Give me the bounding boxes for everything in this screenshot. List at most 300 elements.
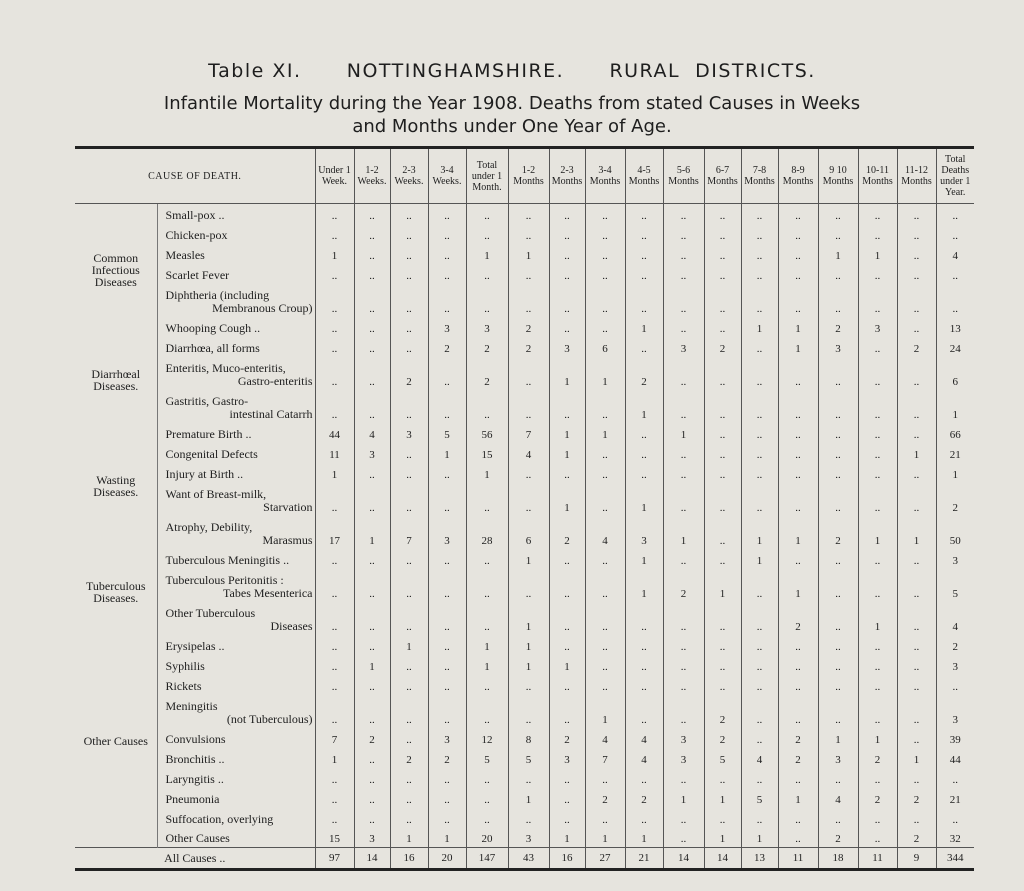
column-header: 6-7 Months: [704, 148, 741, 204]
group-label: Other Causes: [83, 733, 148, 748]
value-cell: ..: [858, 768, 897, 788]
value-cell: 4: [625, 728, 663, 748]
value-cell: ..: [585, 224, 625, 244]
value-cell: ..: [897, 483, 936, 516]
value-cell: ..: [508, 695, 549, 728]
value-cell: 1: [315, 244, 354, 264]
value-cell: ..: [354, 549, 390, 569]
value-cell: ..: [704, 602, 741, 635]
value-cell: 1: [549, 655, 585, 675]
value-cell: 1: [625, 549, 663, 569]
value-cell: ..: [858, 549, 897, 569]
cause-text-continued: intestinal Catarrh: [229, 406, 313, 421]
value-cell: 20: [466, 828, 508, 848]
cause-text-continued: Marasmus: [262, 532, 313, 547]
value-cell: ..: [897, 264, 936, 284]
value-cell: ..: [585, 602, 625, 635]
value-cell: ..: [508, 483, 549, 516]
value-cell: ..: [585, 655, 625, 675]
column-header: Under 1 Week.: [315, 148, 354, 204]
value-cell: 2: [818, 516, 858, 549]
value-cell: ..: [354, 390, 390, 423]
value-cell: ..: [704, 655, 741, 675]
value-cell: 1: [549, 423, 585, 443]
column-header: 8-9 Months: [778, 148, 818, 204]
value-cell: 1: [508, 244, 549, 264]
value-cell: 66: [936, 423, 974, 443]
value-cell: 24: [936, 337, 974, 357]
column-header: 3-4 Weeks.: [428, 148, 466, 204]
value-cell: ..: [466, 768, 508, 788]
value-cell: ..: [741, 204, 778, 224]
value-cell: 56: [466, 423, 508, 443]
value-cell: ..: [549, 284, 585, 317]
value-cell: ..: [704, 264, 741, 284]
value-cell: 1: [428, 828, 466, 848]
value-cell: ..: [390, 317, 428, 337]
value-cell: ..: [354, 284, 390, 317]
value-cell: ..: [428, 357, 466, 390]
cause-label: [157, 317, 315, 337]
value-cell: 1: [858, 602, 897, 635]
value-cell: ..: [778, 768, 818, 788]
value-cell: ..: [897, 357, 936, 390]
value-cell: 2: [508, 337, 549, 357]
table-row: [75, 483, 974, 516]
value-cell: ..: [466, 204, 508, 224]
table-body: [75, 204, 974, 870]
value-cell: ..: [315, 224, 354, 244]
value-cell: 1: [778, 569, 818, 602]
total-value-cell: 16: [390, 848, 428, 870]
value-cell: 2: [858, 788, 897, 808]
value-cell: ..: [858, 357, 897, 390]
value-cell: 3: [354, 443, 390, 463]
value-cell: 1: [704, 569, 741, 602]
value-cell: ..: [315, 602, 354, 635]
value-cell: 1: [466, 655, 508, 675]
value-cell: ..: [466, 569, 508, 602]
cause-text-continued: Starvation: [263, 499, 313, 514]
total-value-cell: 21: [625, 848, 663, 870]
value-cell: 3: [663, 728, 704, 748]
value-cell: ..: [741, 390, 778, 423]
cause-text: Whooping Cough ..: [165, 320, 261, 335]
value-cell: 2: [585, 788, 625, 808]
value-cell: 1: [585, 828, 625, 848]
value-cell: ..: [549, 204, 585, 224]
value-cell: ..: [858, 443, 897, 463]
value-cell: 3: [625, 516, 663, 549]
value-cell: 2: [625, 357, 663, 390]
value-cell: ..: [704, 549, 741, 569]
subtitle-line-1: Infantile Mortality during the Year 1908. Deaths from stated Causes in Weeks: [163, 93, 861, 114]
total-value-cell: 43: [508, 848, 549, 870]
table-row: [75, 549, 974, 569]
value-cell: 1: [549, 828, 585, 848]
value-cell: ..: [549, 264, 585, 284]
column-header: 3-4 Months: [585, 148, 625, 204]
table-row: [75, 748, 974, 768]
value-cell: ..: [625, 635, 663, 655]
value-cell: ..: [704, 443, 741, 463]
value-cell: ..: [549, 635, 585, 655]
value-cell: 1: [741, 828, 778, 848]
value-cell: 2: [390, 748, 428, 768]
value-cell: ..: [390, 284, 428, 317]
value-cell: 1: [466, 463, 508, 483]
value-cell: 4: [508, 443, 549, 463]
value-cell: ..: [354, 748, 390, 768]
value-cell: ..: [315, 204, 354, 224]
table-row: [75, 788, 974, 808]
value-cell: ..: [508, 357, 549, 390]
value-cell: 1: [625, 483, 663, 516]
value-cell: ..: [585, 204, 625, 224]
value-cell: ..: [428, 284, 466, 317]
cause-label: [157, 768, 315, 788]
value-cell: ..: [354, 808, 390, 828]
value-cell: 1: [741, 516, 778, 549]
value-cell: ..: [390, 768, 428, 788]
table-row: [75, 264, 974, 284]
value-cell: ..: [354, 602, 390, 635]
table-row: [75, 244, 974, 264]
value-cell: 13: [936, 317, 974, 337]
value-cell: 1: [778, 317, 818, 337]
cause-label: [157, 828, 315, 848]
value-cell: ..: [428, 264, 466, 284]
value-cell: 15: [315, 828, 354, 848]
value-cell: ..: [897, 463, 936, 483]
value-cell: ..: [354, 244, 390, 264]
value-cell: ..: [663, 244, 704, 264]
value-cell: ..: [390, 244, 428, 264]
value-cell: 3: [428, 728, 466, 748]
value-cell: ..: [778, 675, 818, 695]
value-cell: ..: [428, 635, 466, 655]
value-cell: ..: [390, 224, 428, 244]
value-cell: 1: [585, 357, 625, 390]
value-cell: 1: [897, 516, 936, 549]
value-cell: ..: [936, 264, 974, 284]
cause-label: [157, 728, 315, 748]
value-cell: ..: [549, 463, 585, 483]
value-cell: 5: [428, 423, 466, 443]
value-cell: ..: [390, 337, 428, 357]
value-cell: 3: [466, 317, 508, 337]
cause-text: Diarrhœa, all forms: [165, 340, 260, 355]
value-cell: ..: [663, 828, 704, 848]
value-cell: 3: [428, 516, 466, 549]
value-cell: 2: [508, 317, 549, 337]
value-cell: ..: [549, 549, 585, 569]
value-cell: ..: [625, 264, 663, 284]
value-cell: ..: [897, 224, 936, 244]
value-cell: ..: [936, 768, 974, 788]
value-cell: 3: [818, 748, 858, 768]
value-cell: ..: [778, 463, 818, 483]
header-row: [75, 148, 974, 204]
value-cell: ..: [897, 204, 936, 224]
value-cell: 15: [466, 443, 508, 463]
value-cell: ..: [625, 675, 663, 695]
value-cell: ..: [741, 602, 778, 635]
value-cell: 1: [508, 788, 549, 808]
cause-label: [157, 602, 315, 635]
value-cell: ..: [428, 788, 466, 808]
value-cell: 1: [585, 695, 625, 728]
value-cell: ..: [778, 423, 818, 443]
total-value-cell: 97: [315, 848, 354, 870]
mortality-table: [75, 146, 974, 871]
totals-row: [75, 848, 974, 870]
value-cell: 1: [354, 655, 390, 675]
value-cell: ..: [818, 675, 858, 695]
table-row: [75, 443, 974, 463]
value-cell: ..: [663, 549, 704, 569]
value-cell: 4: [936, 602, 974, 635]
value-cell: ..: [858, 264, 897, 284]
value-cell: 4: [625, 748, 663, 768]
value-cell: ..: [818, 635, 858, 655]
table-row: [75, 768, 974, 788]
value-cell: ..: [508, 463, 549, 483]
value-cell: ..: [428, 695, 466, 728]
total-value-cell: 20: [428, 848, 466, 870]
value-cell: 2: [818, 828, 858, 848]
value-cell: ..: [741, 635, 778, 655]
value-cell: 1: [936, 463, 974, 483]
column-header: Total under 1 Month.: [466, 148, 508, 204]
value-cell: ..: [778, 443, 818, 463]
cause-text-continued: Gastro-enteritis: [237, 373, 313, 388]
value-cell: 2: [897, 828, 936, 848]
value-cell: ..: [390, 483, 428, 516]
table-row: [75, 675, 974, 695]
value-cell: ..: [508, 224, 549, 244]
column-header: 2-3 Weeks.: [390, 148, 428, 204]
value-cell: ..: [549, 390, 585, 423]
value-cell: 5: [508, 748, 549, 768]
value-cell: ..: [354, 635, 390, 655]
value-cell: 3: [549, 337, 585, 357]
value-cell: ..: [585, 808, 625, 828]
value-cell: ..: [936, 224, 974, 244]
value-cell: ..: [778, 808, 818, 828]
value-cell: 1: [818, 728, 858, 748]
value-cell: 17: [315, 516, 354, 549]
table-row: [75, 204, 974, 224]
value-cell: ..: [858, 224, 897, 244]
value-cell: 1: [625, 390, 663, 423]
value-cell: 7: [508, 423, 549, 443]
value-cell: ..: [585, 264, 625, 284]
value-cell: ..: [858, 483, 897, 516]
value-cell: ..: [858, 828, 897, 848]
value-cell: ..: [818, 423, 858, 443]
value-cell: ..: [897, 675, 936, 695]
value-cell: 1: [508, 635, 549, 655]
value-cell: 6: [585, 337, 625, 357]
value-cell: 1: [466, 635, 508, 655]
value-cell: 6: [936, 357, 974, 390]
value-cell: ..: [625, 768, 663, 788]
value-cell: 3: [936, 695, 974, 728]
value-cell: ..: [585, 635, 625, 655]
value-cell: 1: [778, 516, 818, 549]
value-cell: ..: [818, 284, 858, 317]
value-cell: ..: [778, 264, 818, 284]
value-cell: ..: [585, 675, 625, 695]
value-cell: 3: [663, 748, 704, 768]
value-cell: 2: [818, 317, 858, 337]
value-cell: ..: [508, 569, 549, 602]
value-cell: ..: [549, 808, 585, 828]
value-cell: ..: [741, 768, 778, 788]
value-cell: ..: [897, 284, 936, 317]
value-cell: 4: [585, 728, 625, 748]
cause-label: [157, 204, 315, 224]
value-cell: ..: [508, 390, 549, 423]
value-cell: ..: [428, 569, 466, 602]
value-cell: ..: [818, 264, 858, 284]
value-cell: ..: [741, 224, 778, 244]
value-cell: 2: [704, 728, 741, 748]
value-cell: ..: [778, 549, 818, 569]
cause-text: Diphtheria (including: [165, 287, 270, 302]
value-cell: ..: [625, 655, 663, 675]
total-value-cell: 9: [897, 848, 936, 870]
column-header: 10-11 Months: [858, 148, 897, 204]
table-row: [75, 337, 974, 357]
cause-label: [157, 569, 315, 602]
value-cell: ..: [390, 569, 428, 602]
value-cell: 1: [390, 635, 428, 655]
value-cell: ..: [315, 284, 354, 317]
value-cell: ..: [354, 768, 390, 788]
value-cell: 1: [858, 516, 897, 549]
value-cell: ..: [390, 728, 428, 748]
value-cell: ..: [778, 357, 818, 390]
value-cell: 3: [428, 317, 466, 337]
value-cell: ..: [818, 602, 858, 635]
value-cell: ..: [741, 655, 778, 675]
cause-text: Congenital Defects: [165, 446, 258, 461]
value-cell: ..: [663, 635, 704, 655]
value-cell: ..: [508, 284, 549, 317]
value-cell: 3: [390, 423, 428, 443]
value-cell: ..: [897, 655, 936, 675]
value-cell: 32: [936, 828, 974, 848]
value-cell: ..: [897, 549, 936, 569]
value-cell: 12: [466, 728, 508, 748]
value-cell: 44: [936, 748, 974, 768]
value-cell: ..: [858, 463, 897, 483]
value-cell: 3: [663, 337, 704, 357]
value-cell: 6: [508, 516, 549, 549]
value-cell: 1: [549, 357, 585, 390]
value-cell: ..: [466, 224, 508, 244]
value-cell: ..: [625, 337, 663, 357]
value-cell: ..: [778, 655, 818, 675]
value-cell: ..: [354, 788, 390, 808]
value-cell: 1: [466, 244, 508, 264]
value-cell: ..: [466, 390, 508, 423]
value-cell: 1: [390, 828, 428, 848]
value-cell: ..: [315, 695, 354, 728]
value-cell: ..: [778, 695, 818, 728]
value-cell: 1: [508, 655, 549, 675]
cause-label: [157, 516, 315, 549]
column-header: 2-3 Months: [549, 148, 585, 204]
value-cell: ..: [428, 808, 466, 828]
value-cell: ..: [585, 483, 625, 516]
value-cell: ..: [663, 463, 704, 483]
value-cell: 11: [315, 443, 354, 463]
total-value-cell: 147: [466, 848, 508, 870]
value-cell: ..: [625, 244, 663, 264]
cause-label: [157, 695, 315, 728]
value-cell: ..: [858, 204, 897, 224]
value-cell: ..: [663, 695, 704, 728]
value-cell: 3: [354, 828, 390, 848]
value-cell: ..: [315, 788, 354, 808]
value-cell: 7: [390, 516, 428, 549]
column-header: 9 10 Months: [818, 148, 858, 204]
table-row: [75, 317, 974, 337]
column-header: 1-2 Months: [508, 148, 549, 204]
value-cell: 2: [778, 602, 818, 635]
value-cell: ..: [390, 549, 428, 569]
value-cell: ..: [354, 675, 390, 695]
value-cell: ..: [741, 808, 778, 828]
value-cell: 3: [858, 317, 897, 337]
cause-text: Premature Birth ..: [165, 426, 252, 441]
total-value-cell: 14: [704, 848, 741, 870]
value-cell: ..: [508, 204, 549, 224]
cause-text: Tuberculous Meningitis ..: [165, 552, 290, 567]
cause-text: Rickets: [165, 678, 202, 693]
value-cell: ..: [704, 224, 741, 244]
value-cell: ..: [897, 695, 936, 728]
value-cell: ..: [741, 244, 778, 264]
value-cell: ..: [390, 264, 428, 284]
cause-text: Other Causes: [165, 831, 230, 845]
cause-text-continued: (not Tuberculous): [226, 711, 313, 726]
value-cell: 4: [354, 423, 390, 443]
total-value-cell: 27: [585, 848, 625, 870]
value-cell: 21: [936, 443, 974, 463]
value-cell: ..: [818, 655, 858, 675]
cause-text: Small-pox ..: [165, 207, 225, 222]
value-cell: 1: [315, 463, 354, 483]
value-cell: 7: [315, 728, 354, 748]
group-label: Wasting Diseases.: [93, 472, 139, 499]
value-cell: 2: [858, 748, 897, 768]
value-cell: ..: [778, 244, 818, 264]
value-cell: ..: [466, 549, 508, 569]
value-cell: ..: [663, 204, 704, 224]
cause-label: [157, 655, 315, 675]
value-cell: ..: [663, 655, 704, 675]
value-cell: ..: [704, 483, 741, 516]
value-cell: ..: [428, 204, 466, 224]
value-cell: 2: [466, 357, 508, 390]
value-cell: ..: [704, 390, 741, 423]
group-label: Tuberculous Diseases.: [85, 578, 146, 605]
cause-text: Measles: [165, 247, 205, 262]
